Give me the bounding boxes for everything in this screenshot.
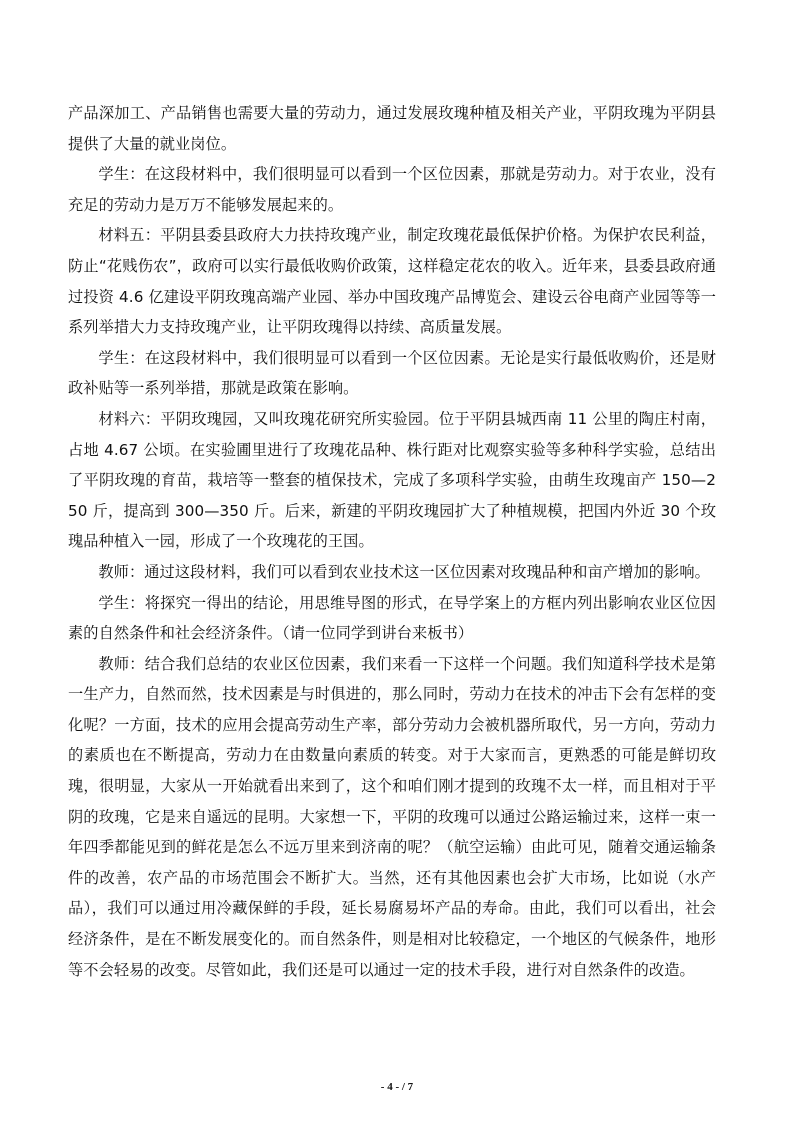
- document-body: [68, 98, 716, 985]
- paragraph-student-mindmap: 学生：将探究一得出的结论，用思维导图的形式，在导学案上的方框内列出影响农业区位因素的自然条件和社会经济条件。（请一位同学到讲台来板书）: [68, 593, 716, 643]
- paragraph-teacher-discussion: 教师：结合我们总结的农业区位因素，我们来看一下这样一个问题。我们知道科学技术是第一生产力，自然而然，技术因素是与时俱进的，那么同时，劳动力在技术的冲击下会有怎样的变化呢？一方面，技术的应用会提高劳动生产率，部分劳动力会被机器所取代，另一方向，劳动力的素质也在不断提高，劳动力在由数量向素质的转变。对于大家而言，更熟悉的可能是鲜切玫瑰，很明显，大家从一开始就看出来到了，这个和咱们刚才提到的玫瑰不太一样，而且相对于平阴的玫瑰，它是来自遥远的昆明。大家想一下，平阴的玫瑰可以通过公路运输过来，这样一束一年四季都能见到的鲜花是怎么不远万里来到济南的呢？（航空运输）由此可见，随着交通运输条件的改善，农产品的市场范围会不断扩大。当然，还有其他因素也会扩大市场，比如说（水产品），我们可以通过用冷藏保鲜的手段，延长易腐易坏产品的寿命。由此，我们可以看出，社会经济条件，是在不断发展变化的。而自然条件，则是相对比较稳定，一个地区的气候条件，地形等不会轻易的改变。尽管如此，我们还是可以通过一定的技术手段，进行对自然条件的改造。: [68, 654, 716, 979]
- paragraph-material-five: 材料五：平阴县委县政府大力扶持玫瑰产业，制定玫瑰花最低保护价格。为保护农民利益，防止“花贱伤农”，政府可以实行最低收购价政策，这样稳定花农的收入。近年来，县委县政府通过投资 4.6 亿建设平阴玫瑰高端产业园、举办中国玫瑰产品博览会、建设云谷电商产业园等等一系列举措大力支持玫瑰产业，让平阴玫瑰得以持续、高质量发展。: [68, 226, 716, 337]
- paragraph-student-policy: 学生：在这段材料中，我们很明显可以看到一个区位因素。无论是实行最低收购价，还是财政补贴等一系列举措，那就是政策在影响。: [68, 348, 716, 398]
- page-number: - 4 - / 7: [380, 1081, 414, 1093]
- paragraph-material-six: 材料六：平阴玫瑰园，又叫玫瑰花研究所实验园。位于平阴县城西南 11 公里的陶庄村南，占地 4.67 公顷。在实验圃里进行了玫瑰花品种、株行距对比观察实验等多种科学实验，总结出了平阴玫瑰的育苗，栽培等一整套的植保技术，完成了多项科学实验，由萌生玫瑰亩产 150—250 斤，提高到 300—350 斤。后来，新建的平阴玫瑰园扩大了种植规模，把国内外近 30 个玫瑰品种植入一园，形成了一个玫瑰花的王国。: [68, 409, 716, 551]
- paragraph-student-labor: 学生：在这段材料中，我们很明显可以看到一个区位因素，那就是劳动力。对于农业，没有充足的劳动力是万万不能够发展起来的。: [68, 165, 716, 214]
- paragraph-continuation: 产品深加工、产品销售也需要大量的劳动力，通过发展玫瑰种植及相关产业，平阴玫瑰为平阴县提供了大量的就业岗位。: [68, 104, 716, 153]
- paragraph-teacher-technology: 教师：通过这段材料，我们可以看到农业技术这一区位因素对玫瑰品种和亩产增加的影响。: [98, 562, 710, 581]
